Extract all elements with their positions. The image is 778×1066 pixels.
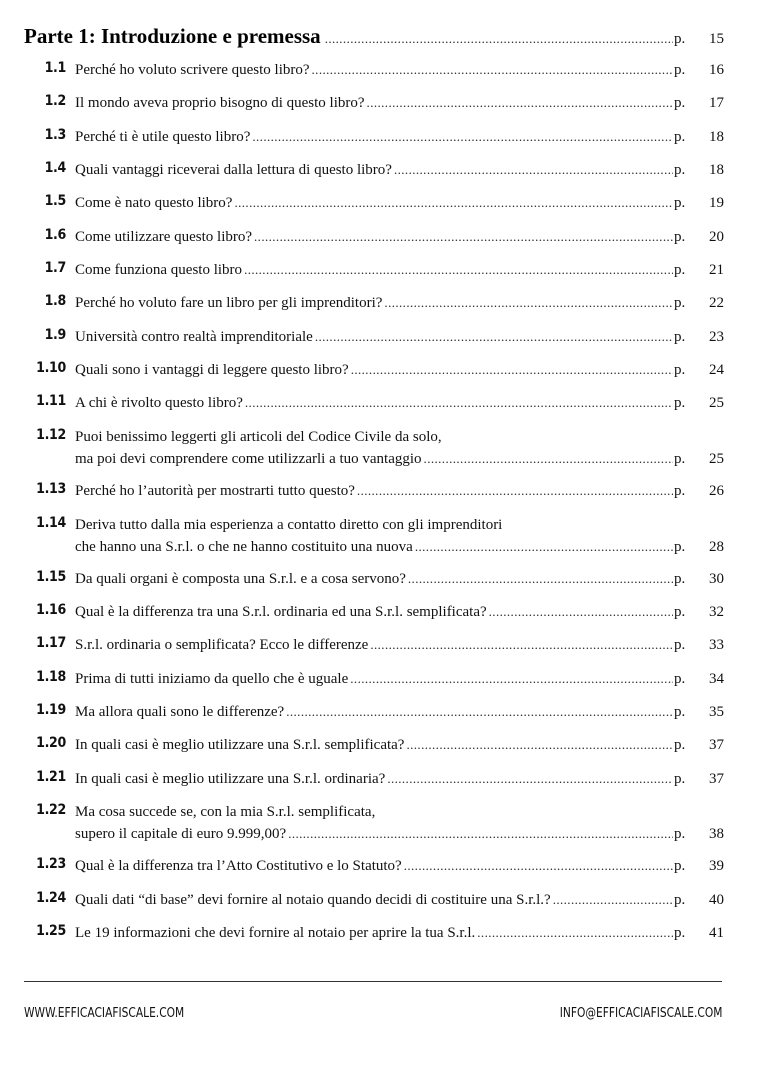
section-body: [75, 192, 724, 214]
section-title: Prima di tutti iniziamo da quello che è uguale: [75, 671, 349, 687]
section-body: [75, 480, 724, 502]
toc-entry: [24, 480, 724, 502]
page-label: p.: [674, 95, 686, 111]
section-title: A chi è rivolto questo libro?: [75, 395, 243, 411]
section-title: che hanno una S.r.l. o che ne hanno costituito una nuova: [75, 539, 413, 555]
page-number: 25: [709, 395, 724, 411]
section-title: Ma allora quali sono le differenze?: [75, 704, 285, 720]
section-body: [75, 426, 724, 470]
dot-leader: [244, 259, 673, 281]
toc-entry: [24, 889, 724, 911]
section-title-line: [75, 568, 724, 590]
section-number: 1.21: [36, 769, 66, 785]
section-number: 1.6: [44, 227, 66, 243]
dot-leader: [252, 126, 673, 148]
section-title-line: [75, 480, 724, 502]
page-label: p.: [674, 539, 686, 555]
section-title: Università contro realtà imprenditoriale: [75, 329, 313, 345]
dot-leader: [350, 668, 673, 690]
dot-leader: [254, 226, 673, 248]
page-number: 16: [709, 62, 724, 78]
page-number: 17: [709, 95, 724, 111]
section-number: 1.19: [36, 702, 66, 718]
section-title-line: [75, 668, 724, 690]
dot-leader: [370, 634, 673, 656]
part-title: Parte 1: Introduzione e premessa: [24, 24, 321, 48]
section-number: 1.10: [36, 360, 66, 376]
page-number: 18: [709, 162, 724, 178]
section-title-line: [75, 734, 724, 756]
page-label: p.: [674, 31, 686, 47]
dot-leader: [384, 292, 673, 314]
page-number: 35: [709, 704, 724, 720]
page-number: 32: [709, 604, 724, 620]
dot-leader: [404, 855, 673, 877]
page-label: p.: [674, 195, 686, 211]
page-label: p.: [674, 571, 686, 587]
section-body: [75, 734, 724, 756]
page-number: 19: [709, 195, 724, 211]
section-title: Come utilizzare questo libro?: [75, 229, 253, 245]
toc-entry: [24, 359, 724, 381]
page-number: 15: [709, 31, 724, 47]
dot-leader: [234, 192, 673, 214]
section-title: In quali casi è meglio utilizzare una S.r.l. semplificata?: [75, 737, 405, 753]
dot-leader: [406, 734, 673, 756]
section-title-line: [75, 855, 724, 877]
section-title-line: [75, 823, 724, 845]
section-number: 1.16: [36, 602, 66, 618]
section-number: 1.18: [36, 669, 66, 685]
section-body: [75, 226, 724, 248]
section-body: [75, 768, 724, 790]
toc-entry: [24, 292, 724, 314]
toc-entry: [24, 668, 724, 690]
section-title-line: [75, 326, 724, 348]
toc-entry: [24, 392, 724, 414]
section-title: Come è nato questo libro?: [75, 195, 233, 211]
section-number: 1.14: [36, 515, 66, 531]
toc-entry: [24, 734, 724, 756]
section-number: 1.9: [44, 327, 66, 343]
section-title-line: Puoi benissimo leggerti gli articoli del Codice Civile da solo,: [75, 429, 442, 445]
section-title: Il mondo aveva proprio bisogno di questo libro?: [75, 95, 365, 111]
toc-entry: [24, 159, 724, 181]
dot-leader: [315, 326, 673, 348]
dot-leader: [288, 823, 673, 845]
section-number: 1.4: [44, 160, 66, 176]
footer-website: WWW.EFFICACIAFISCALE.COM: [24, 1006, 185, 1021]
page-number: 37: [709, 737, 724, 753]
dot-leader: [489, 601, 673, 623]
page-number: 26: [709, 483, 724, 499]
section-title-line: [75, 159, 724, 181]
section-title-line: [75, 601, 724, 623]
section-body: [75, 801, 724, 845]
page-label: p.: [674, 892, 686, 908]
section-body: [75, 126, 724, 148]
section-title: S.r.l. ordinaria o semplificata? Ecco le differenze: [75, 637, 369, 653]
section-title-line: [75, 922, 724, 944]
section-body: [75, 59, 724, 81]
part-heading-row: [24, 24, 724, 52]
dot-leader: [312, 59, 673, 81]
toc-entry: [24, 601, 724, 623]
section-title-line: [75, 126, 724, 148]
dot-leader: [367, 92, 673, 114]
section-title-line: [75, 59, 724, 81]
dot-leader: [415, 536, 673, 558]
section-body: [75, 889, 724, 911]
page-number: 39: [709, 858, 724, 874]
dot-leader: [351, 359, 673, 381]
page-label: p.: [674, 826, 686, 842]
section-number: 1.20: [36, 735, 66, 751]
page-label: p.: [674, 604, 686, 620]
dot-leader: [325, 31, 673, 47]
page-label: p.: [674, 295, 686, 311]
section-number: 1.2: [44, 93, 66, 109]
page-number: 41: [709, 925, 724, 941]
page-number: 21: [709, 262, 724, 278]
page-number: 30: [709, 571, 724, 587]
dot-leader: [245, 392, 673, 414]
section-title-line: Deriva tutto dalla mia esperienza a contatto diretto con gli imprenditori: [75, 517, 503, 533]
page-label: p.: [674, 329, 686, 345]
section-number: 1.12: [36, 427, 66, 443]
section-body: [75, 668, 724, 690]
section-number: 1.11: [36, 393, 66, 409]
toc-entry: [24, 126, 724, 148]
toc-entry: [24, 514, 724, 558]
section-title: Perché ho voluto fare un libro per gli imprenditori?: [75, 295, 383, 311]
section-number: 1.3: [44, 127, 66, 143]
section-body: [75, 159, 724, 181]
section-title-line: [75, 292, 724, 314]
page-number: 40: [709, 892, 724, 908]
section-title: Quali dati “di base” devi fornire al notaio quando decidi di costituire una S.r.l.?: [75, 892, 551, 908]
section-body: [75, 701, 724, 723]
toc-entry: [24, 801, 724, 845]
page-number: 22: [709, 295, 724, 311]
section-body: [75, 359, 724, 381]
section-number: 1.24: [36, 890, 66, 906]
section-title-line: [75, 448, 724, 470]
footer-email: INFO@EFFICACIAFISCALE.COM: [559, 1006, 722, 1021]
page-label: p.: [674, 671, 686, 687]
section-title: Quali sono i vantaggi di leggere questo libro?: [75, 362, 349, 378]
toc-entry: [24, 855, 724, 877]
section-title: Perché ho voluto scrivere questo libro?: [75, 62, 310, 78]
dot-leader: [424, 448, 673, 470]
section-number: 1.15: [36, 569, 66, 585]
section-title: Perché ho l’autorità per mostrarti tutto questo?: [75, 483, 355, 499]
page-number: 37: [709, 771, 724, 787]
page-label: p.: [674, 129, 686, 145]
toc-entry: [24, 192, 724, 214]
section-title-line: [75, 701, 724, 723]
page-label: p.: [674, 925, 686, 941]
footer-divider: [24, 981, 722, 982]
section-body: [75, 259, 724, 281]
section-title: In quali casi è meglio utilizzare una S.r.l. ordinaria?: [75, 771, 386, 787]
section-body: [75, 601, 724, 623]
section-title: Le 19 informazioni che devi fornire al notaio per aprire la tua S.r.l.: [75, 925, 476, 941]
section-body: [75, 392, 724, 414]
section-number: 1.23: [36, 856, 66, 872]
section-title-line: [75, 392, 724, 414]
dot-leader: [394, 159, 673, 181]
page-number: 20: [709, 229, 724, 245]
page-label: p.: [674, 262, 686, 278]
page-number: 23: [709, 329, 724, 345]
page-number: 24: [709, 362, 724, 378]
toc-entry: [24, 701, 724, 723]
page-label: p.: [674, 637, 686, 653]
section-body: [75, 568, 724, 590]
section-title: Quali vantaggi riceverai dalla lettura di questo libro?: [75, 162, 392, 178]
page-label: p.: [674, 62, 686, 78]
section-title: Come funziona questo libro: [75, 262, 243, 278]
section-number: 1.25: [36, 923, 66, 939]
section-title-line: [75, 634, 724, 656]
dot-leader: [477, 922, 673, 944]
dot-leader: [286, 701, 673, 723]
page-number: 34: [709, 671, 724, 687]
page-label: p.: [674, 704, 686, 720]
section-body: [75, 922, 724, 944]
section-title-line: [75, 192, 724, 214]
dot-leader: [408, 568, 673, 590]
section-body: [75, 326, 724, 348]
section-number: 1.7: [44, 260, 66, 276]
section-body: [75, 634, 724, 656]
toc-entry: [24, 259, 724, 281]
section-title: Qual è la differenza tra una S.r.l. ordinaria ed una S.r.l. semplificata?: [75, 604, 487, 620]
toc-entry: [24, 426, 724, 470]
section-number: 1.13: [36, 481, 66, 497]
dot-leader: [387, 768, 673, 790]
section-body: [75, 92, 724, 114]
section-title-line: [75, 92, 724, 114]
dot-leader: [553, 889, 673, 911]
page-label: p.: [674, 395, 686, 411]
section-title-line: [75, 259, 724, 281]
section-number: 1.5: [44, 193, 66, 209]
toc-entry: [24, 226, 724, 248]
section-title: Qual è la differenza tra l’Atto Costitutivo e lo Statuto?: [75, 858, 402, 874]
page-label: p.: [674, 483, 686, 499]
section-body: [75, 855, 724, 877]
toc-entry: [24, 922, 724, 944]
section-title-line: [75, 226, 724, 248]
page-number: 28: [709, 539, 724, 555]
section-title-line: Ma cosa succede se, con la mia S.r.l. semplificata,: [75, 804, 376, 820]
section-title: supero il capitale di euro 9.999,00?: [75, 826, 287, 842]
section-number: 1.22: [36, 802, 66, 818]
section-title-line: [75, 889, 724, 911]
section-title: Perché ti è utile questo libro?: [75, 129, 251, 145]
page-label: p.: [674, 858, 686, 874]
page-number: 18: [709, 129, 724, 145]
section-title-line: [75, 536, 724, 558]
toc-entry: [24, 59, 724, 81]
page-number: 25: [709, 451, 724, 467]
toc-entry: [24, 634, 724, 656]
section-title: Da quali organi è composta una S.r.l. e a cosa servono?: [75, 571, 406, 587]
toc-entry: [24, 326, 724, 348]
section-title-line: [75, 359, 724, 381]
dot-leader: [357, 480, 673, 502]
toc-entry: [24, 92, 724, 114]
page-label: p.: [674, 162, 686, 178]
page-label: p.: [674, 451, 686, 467]
page-label: p.: [674, 229, 686, 245]
toc-entry: [24, 568, 724, 590]
page-label: p.: [674, 737, 686, 753]
section-body: [75, 514, 724, 558]
toc-entry: [24, 768, 724, 790]
section-number: 1.1: [44, 60, 66, 76]
page-label: p.: [674, 362, 686, 378]
section-body: [75, 292, 724, 314]
section-number: 1.17: [36, 635, 66, 651]
page-label: p.: [674, 771, 686, 787]
section-title-line: [75, 768, 724, 790]
section-number: 1.8: [44, 293, 66, 309]
section-title: ma poi devi comprendere come utilizzarli a tuo vantaggio: [75, 451, 422, 467]
page-number: 38: [709, 826, 724, 842]
page-number: 33: [709, 637, 724, 653]
